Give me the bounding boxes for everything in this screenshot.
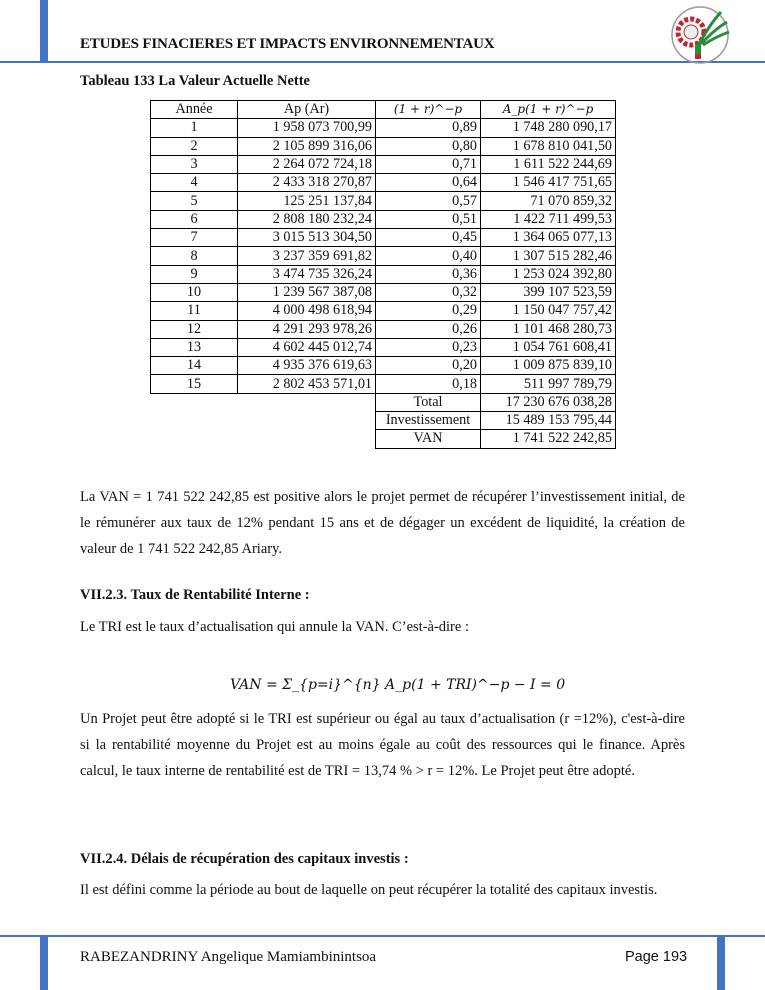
table-row xyxy=(151,155,616,173)
blank-cell xyxy=(151,412,376,430)
cell-annee: 7 xyxy=(151,229,238,247)
paragraph-delai: Il est défini comme la période au bout de laquelle on peut récupérer la totalité des capitaux investis. xyxy=(80,882,658,898)
cell-ap: 2 105 899 316,06 xyxy=(238,137,376,155)
col-header-annee: Année xyxy=(151,101,238,119)
cell-discount-factor: 0,36 xyxy=(376,265,481,283)
cell-discounted-value: 1 364 065 077,13 xyxy=(481,229,616,247)
table-row xyxy=(151,247,616,265)
university-logo xyxy=(655,4,745,66)
cell-annee: 15 xyxy=(151,375,238,393)
cell-discount-factor: 0,45 xyxy=(376,229,481,247)
table-row xyxy=(151,192,616,210)
paragraph-van: La VAN = 1 741 522 242,85 est positive alors le projet permet de récupérer l’investissement initial, de le rémunérer aux taux de 12% pendant 15 ans et de dégager un excédent de liquidité, la création de valeur de 1 741 522 242,85 Ariary. xyxy=(80,489,685,557)
cell-discounted-value: 1 748 280 090,17 xyxy=(481,119,616,137)
table-row xyxy=(151,265,616,283)
header-title: ETUDES FINACIERES ET IMPACTS ENVIRONNEMENTAUX xyxy=(80,36,495,52)
cell-ap: 3 015 513 304,50 xyxy=(238,229,376,247)
cell-discounted-value: 399 107 523,59 xyxy=(481,283,616,301)
cell-annee: 4 xyxy=(151,174,238,192)
cell-annee: 9 xyxy=(151,265,238,283)
cell-ap: 3 237 359 691,82 xyxy=(238,247,376,265)
cell-discounted-value: 511 997 789,79 xyxy=(481,375,616,393)
cell-discount-factor: 0,18 xyxy=(376,375,481,393)
col-header-ap: Ap (Ar) xyxy=(238,101,376,119)
summary-label: VAN xyxy=(376,430,481,448)
header-rule xyxy=(0,61,765,63)
table-row xyxy=(151,137,616,155)
summary-value: 15 489 153 795,44 xyxy=(481,412,616,430)
paragraph-tri-result: Un Projet peut être adopté si le TRI est supérieur ou égal au taux d’actualisation (r =12%), c'est-à-dire si la rentabilité moyenne du Projet est au moins égale au coût des ressources qui le finance. Après calcul, le taux interne de rentabilité est de TRI = 13,74 % > r = 12%. Le Projet peut être adopté. xyxy=(80,711,685,779)
summary-row xyxy=(151,412,616,430)
summary-label: Total xyxy=(376,393,481,411)
table-row xyxy=(151,375,616,393)
table-row xyxy=(151,119,616,137)
table-row xyxy=(151,357,616,375)
cell-discounted-value: 1 678 810 041,50 xyxy=(481,137,616,155)
table-row xyxy=(151,320,616,338)
van-table xyxy=(150,100,616,449)
cell-ap: 1 239 567 387,08 xyxy=(238,283,376,301)
section-heading-tri: VII.2.3. Taux de Rentabilité Interne : xyxy=(80,587,310,603)
cell-discount-factor: 0,64 xyxy=(376,174,481,192)
cell-annee: 1 xyxy=(151,119,238,137)
cell-ap: 1 958 073 700,99 xyxy=(238,119,376,137)
cell-discounted-value: 1 150 047 757,42 xyxy=(481,302,616,320)
blank-cell xyxy=(151,430,376,448)
cell-discount-factor: 0,23 xyxy=(376,338,481,356)
cell-discount-factor: 0,29 xyxy=(376,302,481,320)
summary-row xyxy=(151,393,616,411)
cell-ap: 4 935 376 619,63 xyxy=(238,357,376,375)
page-number: Page 193 xyxy=(625,949,688,965)
table-row xyxy=(151,210,616,228)
footer-left-bar xyxy=(40,936,48,990)
table-row xyxy=(151,338,616,356)
cell-ap: 2 264 072 724,18 xyxy=(238,155,376,173)
summary-value: 17 230 676 038,28 xyxy=(481,393,616,411)
cell-ap: 2 433 318 270,87 xyxy=(238,174,376,192)
section-heading-delai: VII.2.4. Délais de récupération des capitaux investis : xyxy=(80,851,409,867)
footer-rule xyxy=(0,935,765,937)
cell-discounted-value: 1 054 761 608,41 xyxy=(481,338,616,356)
cell-ap: 2 802 453 571,01 xyxy=(238,375,376,393)
cell-annee: 8 xyxy=(151,247,238,265)
summary-value: 1 741 522 242,85 xyxy=(481,430,616,448)
cell-discount-factor: 0,26 xyxy=(376,320,481,338)
cell-discount-factor: 0,89 xyxy=(376,119,481,137)
cell-discounted-value: 1 009 875 839,10 xyxy=(481,357,616,375)
cell-ap: 4 291 293 978,26 xyxy=(238,320,376,338)
header-left-bar xyxy=(40,0,48,62)
cell-discounted-value: 1 101 468 280,73 xyxy=(481,320,616,338)
table-caption: Tableau 133 La Valeur Actuelle Nette xyxy=(80,73,310,89)
cell-annee: 13 xyxy=(151,338,238,356)
cell-annee: 12 xyxy=(151,320,238,338)
cell-discounted-value: 1 253 024 392,80 xyxy=(481,265,616,283)
cell-discounted-value: 1 422 711 499,53 xyxy=(481,210,616,228)
cell-discounted-value: 1 307 515 282,46 xyxy=(481,247,616,265)
col-header-discounted-value: A_p(1 + r)^−p xyxy=(481,101,616,119)
cell-ap: 4 000 498 618,94 xyxy=(238,302,376,320)
cell-discount-factor: 0,80 xyxy=(376,137,481,155)
table-row xyxy=(151,229,616,247)
cell-discounted-value: 1 546 417 751,65 xyxy=(481,174,616,192)
cell-annee: 2 xyxy=(151,137,238,155)
cell-ap: 2 808 180 232,24 xyxy=(238,210,376,228)
cell-discounted-value: 1 611 522 244,69 xyxy=(481,155,616,173)
cell-ap: 4 602 445 012,74 xyxy=(238,338,376,356)
table-header-row xyxy=(151,101,616,119)
cell-discount-factor: 0,32 xyxy=(376,283,481,301)
blank-cell xyxy=(151,393,376,411)
cell-discount-factor: 0,51 xyxy=(376,210,481,228)
cell-annee: 5 xyxy=(151,192,238,210)
cell-annee: 14 xyxy=(151,357,238,375)
cell-annee: 6 xyxy=(151,210,238,228)
footer-right-bar xyxy=(717,936,725,990)
table-row xyxy=(151,174,616,192)
cell-discount-factor: 0,71 xyxy=(376,155,481,173)
cell-discount-factor: 0,20 xyxy=(376,357,481,375)
cell-ap: 125 251 137,84 xyxy=(238,192,376,210)
cell-discount-factor: 0,57 xyxy=(376,192,481,210)
table-row xyxy=(151,283,616,301)
table-row xyxy=(151,302,616,320)
cell-ap: 3 474 735 326,24 xyxy=(238,265,376,283)
tri-formula: VAN = Σ_{p=i}^{n} A_p(1 + TRI)^−p − I = 0 xyxy=(230,677,566,693)
paragraph-tri-definition: Le TRI est le taux d’actualisation qui annule la VAN. C’est-à-dire : xyxy=(80,619,469,635)
summary-row xyxy=(151,430,616,448)
summary-label: Investissement xyxy=(376,412,481,430)
cell-annee: 11 xyxy=(151,302,238,320)
col-header-discount-factor: (1 + r)^−p xyxy=(376,101,481,119)
cell-discount-factor: 0,40 xyxy=(376,247,481,265)
cell-discounted-value: 71 070 859,32 xyxy=(481,192,616,210)
cell-annee: 10 xyxy=(151,283,238,301)
footer-author: RABEZANDRINY Angelique Mamiambinintsoa xyxy=(80,949,377,965)
cell-annee: 3 xyxy=(151,155,238,173)
